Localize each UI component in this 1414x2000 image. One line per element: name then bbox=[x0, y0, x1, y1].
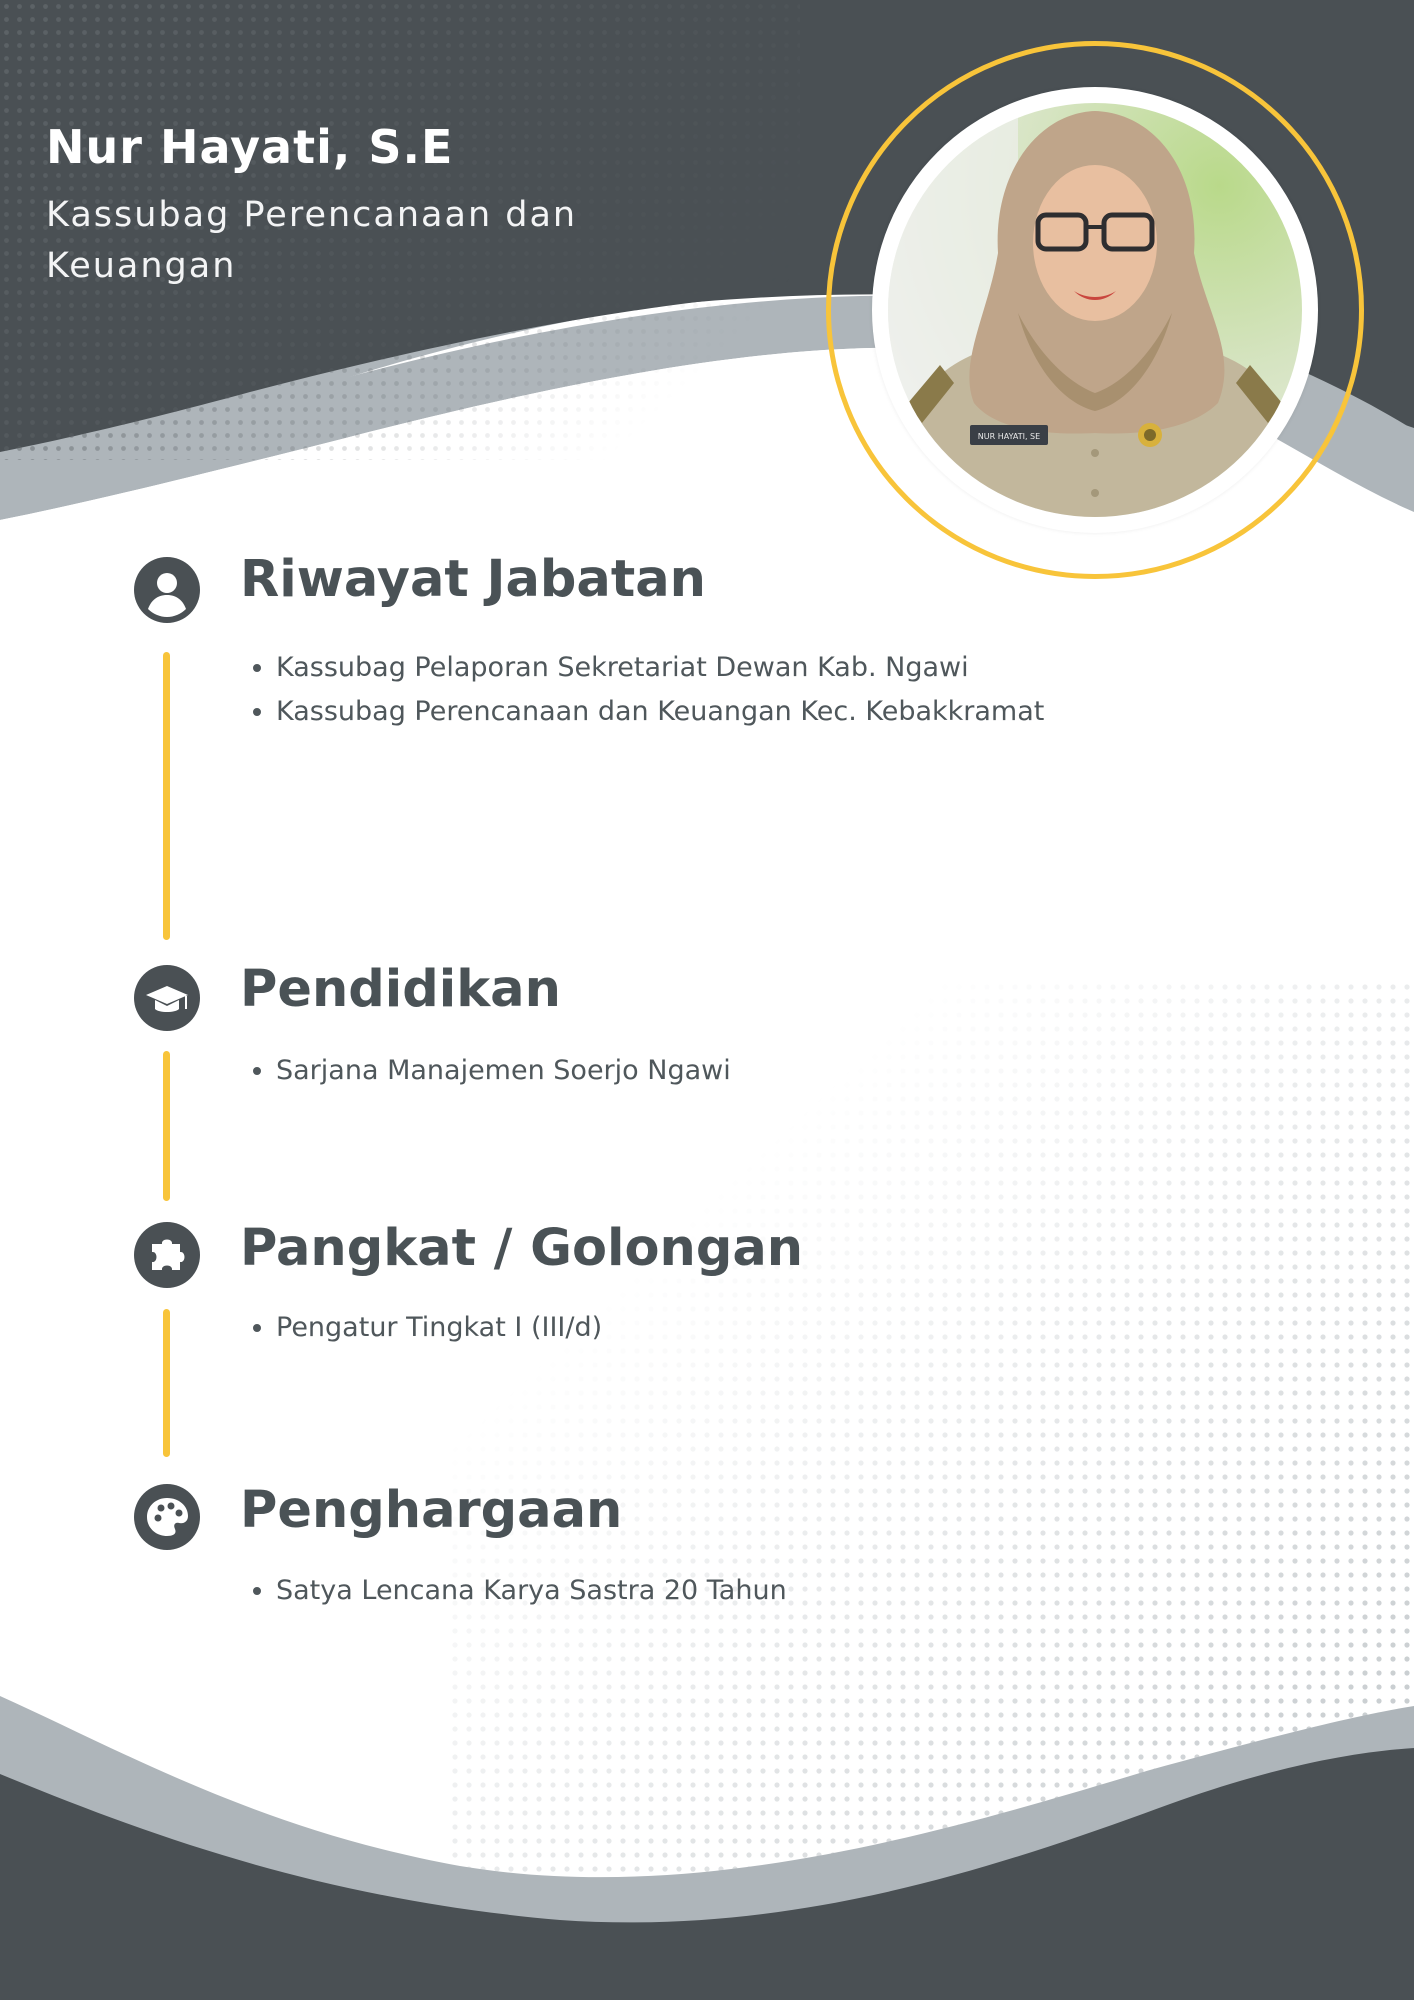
section-list bbox=[240, 1049, 731, 1093]
header bbox=[46, 112, 746, 292]
timeline-line bbox=[163, 1051, 170, 1201]
section-list bbox=[240, 1306, 602, 1350]
list-item: • Kassubag Perencanaan dan Keuangan Kec. Kebakkramat bbox=[276, 690, 1044, 734]
list-item: • Kassubag Pelaporan Sekretariat Dewan Kab. Ngawi bbox=[276, 646, 1044, 690]
graduation-cap-icon bbox=[134, 965, 200, 1031]
section-title: Riwayat Jabatan bbox=[240, 550, 706, 609]
section-title: Pangkat / Golongan bbox=[240, 1219, 804, 1278]
list-item: • Sarjana Manajemen Soerjo Ngawi bbox=[276, 1049, 731, 1093]
section-title: Pendidikan bbox=[240, 960, 561, 1019]
profile-photo bbox=[888, 103, 1302, 517]
photo-badge-text: NUR HAYATI, SE bbox=[977, 432, 1041, 441]
section-list bbox=[240, 646, 1044, 734]
palette-icon bbox=[134, 1484, 200, 1550]
list-item: • Pengatur Tingkat I (III/d) bbox=[276, 1306, 602, 1350]
person-title: Kassubag Perencanaan dan Keuangan bbox=[46, 195, 578, 286]
timeline-line bbox=[163, 652, 170, 940]
timeline-line bbox=[163, 1309, 170, 1457]
puzzle-piece-icon bbox=[134, 1222, 200, 1288]
section-title: Penghargaan bbox=[240, 1481, 623, 1540]
list-item: • Satya Lencana Karya Sastra 20 Tahun bbox=[276, 1569, 787, 1613]
person-name: Nur Hayati, S.E bbox=[46, 120, 454, 174]
user-icon bbox=[134, 557, 200, 623]
section-list bbox=[240, 1569, 787, 1613]
